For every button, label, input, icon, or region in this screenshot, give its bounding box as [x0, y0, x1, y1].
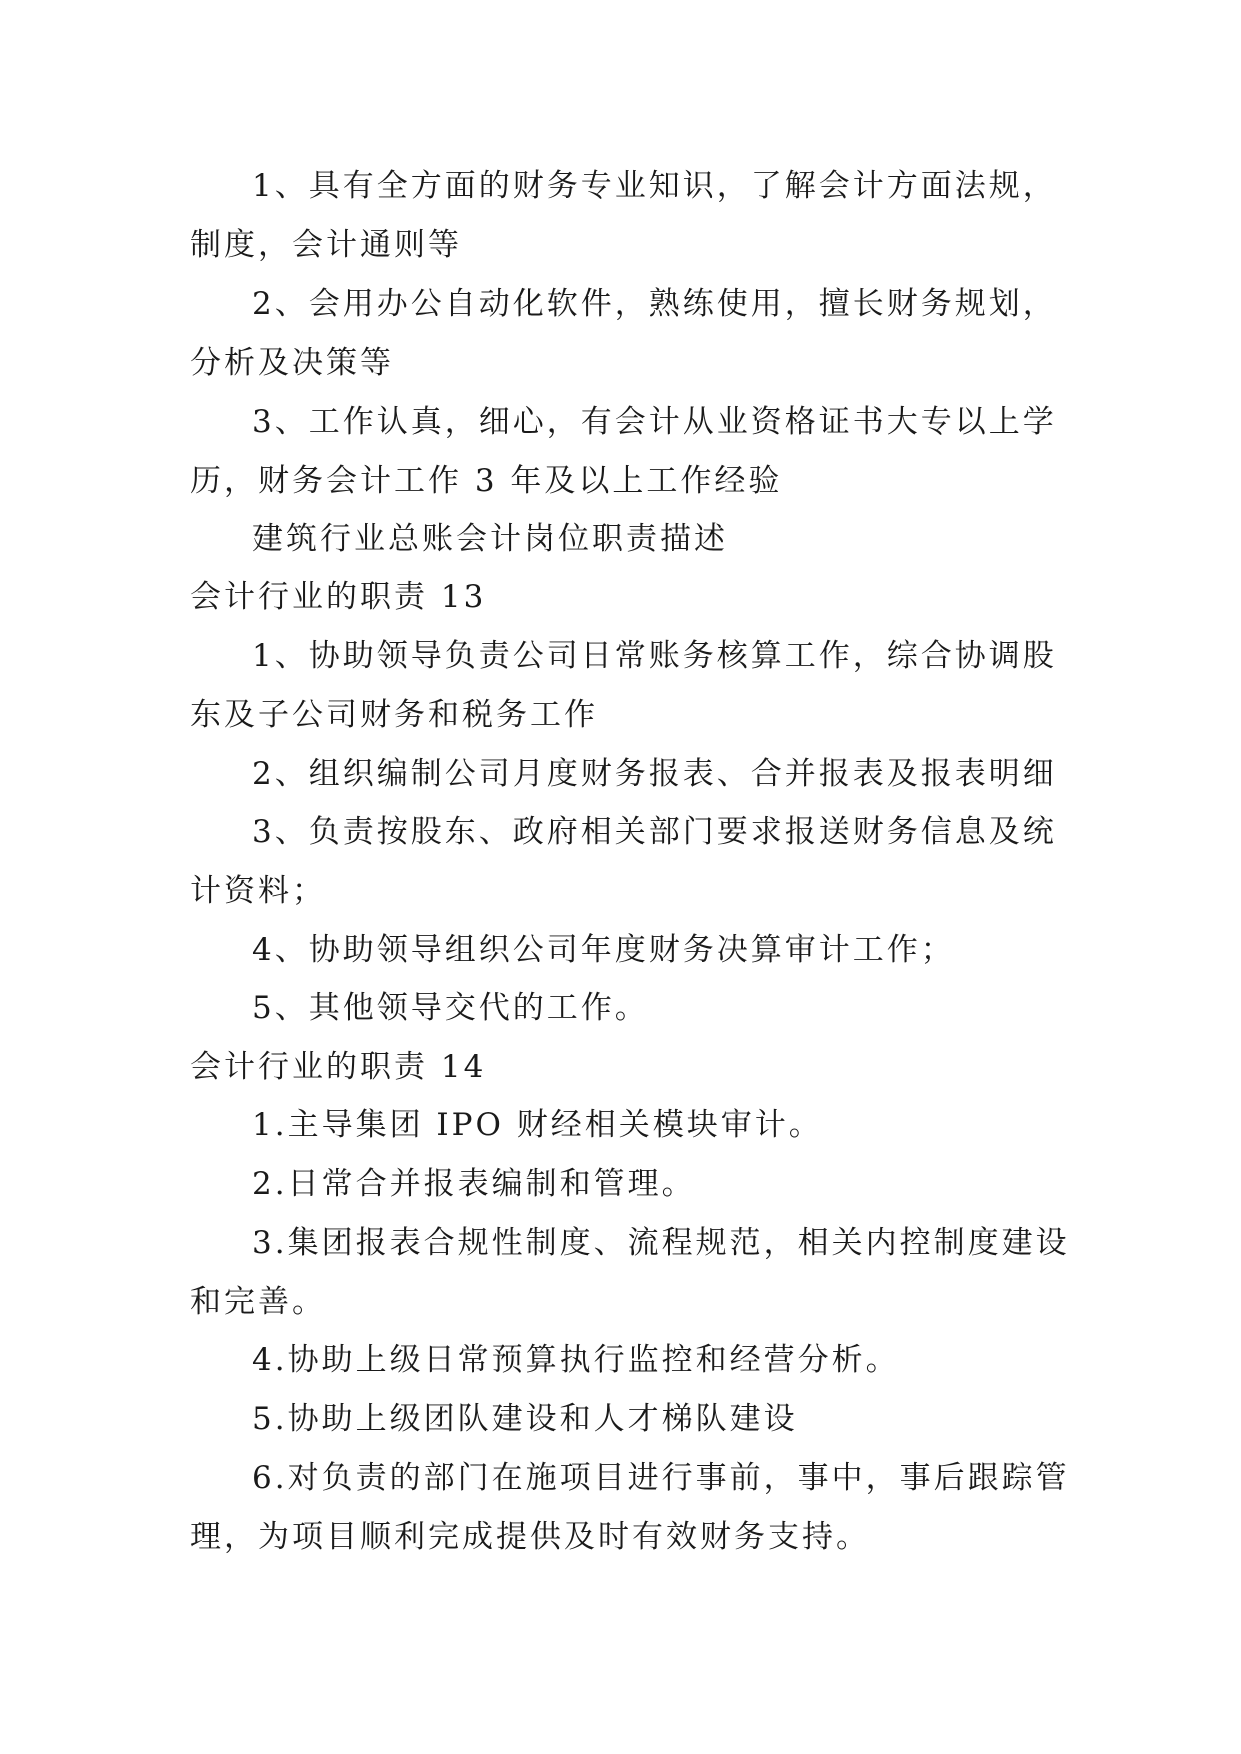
paragraph-line: 2.日常合并报表编制和管理。 [252, 1166, 696, 1202]
paragraph-line: 3、工作认真，细心，有会计从业资格证书大专以上学 [252, 404, 1057, 440]
paragraph-line: 2、组织编制公司月度财务报表、合并报表及报表明细 [252, 756, 1057, 792]
paragraph-line: 历，财务会计工作 3 年及以上工作经验 [190, 463, 783, 499]
paragraph-line: 1.主导集团 IPO 财经相关模块审计。 [252, 1107, 823, 1143]
paragraph-line: 和完善。 [190, 1284, 326, 1320]
paragraph-line: 3、负责按股东、政府相关部门要求报送财务信息及统 [252, 814, 1057, 850]
paragraph-line: 理，为项目顺利完成提供及时有效财务支持。 [190, 1519, 870, 1555]
paragraph-line: 1、具有全方面的财务专业知识，了解会计方面法规， [252, 168, 1057, 204]
section-heading: 会计行业的职责 14 [190, 1049, 487, 1085]
paragraph-line: 东及子公司财务和税务工作 [190, 697, 598, 733]
paragraph-line: 4.协助上级日常预算执行监控和经营分析。 [252, 1342, 900, 1378]
paragraph-line: 分析及决策等 [190, 345, 394, 381]
paragraph-line: 6.对负责的部门在施项目进行事前，事中，事后跟踪管 [252, 1460, 1070, 1496]
paragraph-line: 计资料； [190, 873, 326, 909]
paragraph-line: 1、协助领导负责公司日常账务核算工作，综合协调股 [252, 638, 1057, 674]
paragraph-line: 3.集团报表合规性制度、流程规范，相关内控制度建设 [252, 1225, 1070, 1261]
paragraph-line: 5.协助上级团队建设和人才梯队建设 [252, 1401, 798, 1437]
paragraph-line: 4、协助领导组织公司年度财务决算审计工作； [252, 932, 955, 968]
section-heading: 会计行业的职责 13 [190, 579, 487, 615]
paragraph-line: 建筑行业总账会计岗位职责描述 [252, 521, 728, 557]
paragraph-line: 制度，会计通则等 [190, 227, 462, 263]
paragraph-line: 2、会用办公自动化软件，熟练使用，擅长财务规划， [252, 286, 1057, 322]
paragraph-line: 5、其他领导交代的工作。 [252, 990, 649, 1026]
